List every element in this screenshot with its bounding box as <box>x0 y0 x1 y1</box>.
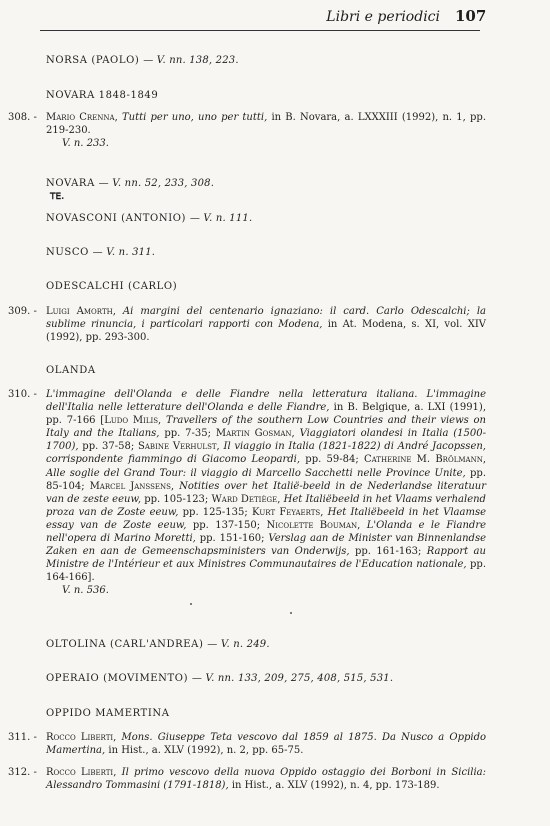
entry-title: Il viaggio in Italia (1821-1822) di André Jacopssen, corrispondente fiammingo di Giacomo Leopardi, <box>46 441 486 466</box>
entry-citation: pp. 151-160; <box>199 533 265 545</box>
entry-author: Sabine Verhulst, <box>138 441 220 453</box>
entry-number: 312. - <box>8 767 37 778</box>
entry-text <box>46 731 486 757</box>
heading-norsa <box>46 55 239 66</box>
entry-author: Rocco Liberti, <box>46 767 117 778</box>
speck <box>290 612 292 614</box>
entry-citation: in Hist., a. XLV (1992), n. 4, pp. 173-189. <box>231 780 440 792</box>
entry-311 <box>8 731 486 757</box>
heading-name: OPERAIO (MOVIMENTO) <box>46 673 189 684</box>
entry-citation: in B. Belgique, a. LXI (1991), pp. 7-166 [ <box>46 402 486 427</box>
entry-citation: pp. 125-135; <box>182 506 248 518</box>
heading-name: NUSCO <box>46 247 89 258</box>
heading-name: ODESCALCHI (CARLO) <box>46 281 178 292</box>
entry-310 <box>8 388 487 598</box>
entry-author: Martin Gosman, <box>215 428 295 440</box>
heading-ref: — V. nn. 133, 209, 275, 408, 515, 531. <box>191 673 394 684</box>
entry-citation: pp. 85-104; <box>46 467 487 492</box>
entry-author: Luigi Amorth, <box>46 306 116 317</box>
heading-oppido <box>46 708 170 719</box>
entry-312 <box>8 766 486 792</box>
entry-citation: in B. Novara, a. LXXXIII (1992), n. 1, pp. 219-230. <box>46 112 486 137</box>
heading-name: OLANDA <box>46 365 96 376</box>
entry-author: Mario Crenna, <box>46 112 118 123</box>
speck <box>190 603 192 605</box>
entry-author: Ward Detiège, <box>211 493 281 505</box>
entry-308 <box>8 111 486 150</box>
entry-author: Marcel Janssens, <box>89 480 175 492</box>
entry-citation: in Hist., a. XLV (1992), n. 2, pp. 65-75. <box>108 745 304 757</box>
entry-title: Notities over het Italië-beeld in de Nederlandse literatuur van de zeste eeuw, <box>46 480 487 505</box>
heading-name: OPPIDO MAMERTINA <box>46 708 170 719</box>
heading-novasconi <box>46 213 252 224</box>
heading-name: NOVARA 1848-1849 <box>46 90 159 101</box>
entry-title: Il primo vescovo della nuova Oppido ostaggio dei Borboni in Sicilia: Alessandro Tommasini (1791-1818), <box>46 767 486 792</box>
entry-author: Kurt Feyaerts, <box>251 506 324 518</box>
entry-citation: pp. 164-166]. <box>46 559 486 584</box>
entry-title: Het Italiëbeeld in het Vlaamse essay van de Zoste eeuw, <box>46 506 486 531</box>
entry-309 <box>8 305 487 344</box>
entry-author: Rocco Liberti, <box>46 732 117 743</box>
heading-ref: — V. n. 111. <box>189 213 253 224</box>
heading-ref: — V. n. 311. <box>92 247 156 258</box>
heading-name: NORSA (PAOLO) <box>46 55 140 66</box>
heading-name: NOVARA <box>46 178 95 189</box>
entry-number: 309. - <box>8 306 37 317</box>
entry-citation: in At. Modena, s. XI, vol. XIV (1992), pp. 293-300. <box>46 319 486 344</box>
entry-title: Ai margini del centenario ignaziano: il card. Carlo Odescalchi; la sublime rinuncia, i particolari rapporti con Modena, <box>46 306 487 331</box>
entry-title: Verslag aan de Minister van Binnenlandse Zaken en aan de Gemeenschapsministers van Onderwijs, <box>46 533 487 558</box>
running-title: Libri e periodici <box>326 9 440 25</box>
entry-number: 311. - <box>8 732 37 743</box>
entry-title: Travellers of the southern Low Countries and their views on Italy and the Italians, <box>46 415 486 440</box>
heading-name: OLTOLINA (CARL'ANDREA) <box>46 639 204 650</box>
entry-text <box>46 766 486 792</box>
entry-citation: pp. 161-163; <box>355 546 422 558</box>
heading-odescalchi <box>46 281 177 292</box>
entry-title: Viaggiatori olandesi in Italia (1500-1700), <box>46 428 487 453</box>
ink-mark: ꓔꓰ. <box>50 192 65 202</box>
entry-citation: pp. 59-84; <box>305 454 359 466</box>
heading-oltolina <box>46 639 270 650</box>
entry-number: 310. - <box>8 389 37 400</box>
entry-text <box>46 388 486 584</box>
entry-citation: pp. 105-123; <box>144 493 209 505</box>
entry-number: 308. - <box>8 112 37 123</box>
heading-ref: — V. n. 249. <box>207 639 270 650</box>
entry-text <box>46 305 486 344</box>
entry-cross-ref: V. n. 233. <box>62 138 109 150</box>
heading-nusco <box>46 247 155 258</box>
entry-title: Mons. Giuseppe Teta vescovo dal 1859 al 1875. Da Nusco a Oppido Mamertina, <box>46 732 486 757</box>
heading-ref: — V. nn. 138, 223. <box>143 55 239 66</box>
entry-title: L'immagine dell'Olanda e delle Fiandre nella letteratura italiana. L'immagine dell'Italia nelle letterature dell'Olanda e delle Fiandre, <box>46 389 486 414</box>
heading-name: NOVASCONI (ANTONIO) <box>46 213 187 224</box>
heading-olanda <box>46 365 96 376</box>
entry-title: Het Italiëbeeld in het Vlaams verhalend proza van de Zoste eeuw, <box>46 493 486 518</box>
entry-cross-ref: V. n. 536. <box>62 585 109 597</box>
heading-novara <box>46 178 214 189</box>
entry-citation: pp. 7-35; <box>164 428 211 440</box>
entry-author: Catherine M. Brölmann, <box>363 454 486 466</box>
entry-title: Alle soglie del Grand Tour: il viaggio di Marcello Sacchetti nelle Province Unite, <box>46 467 466 479</box>
heading-novara-years <box>46 90 158 101</box>
entry-title: Rapport au Ministre de l'Intérieur et aux Ministres Communautaires de l'Education nationale, <box>46 546 486 571</box>
entry-citation: pp. 137-150; <box>192 519 261 531</box>
entry-title: Tutti per uno, uno per tutti, <box>121 112 268 123</box>
entry-text <box>46 111 486 137</box>
entry-author: Nicolette Bouman, <box>266 519 361 531</box>
heading-ref: — V. nn. 52, 233, 308. <box>98 178 215 189</box>
entry-citation: pp. 37-58; <box>82 441 135 453</box>
entry-author: Ludo Milis, <box>104 415 162 427</box>
entry-title: L'Olanda e le Fiandre nell'opera di Marino Moretti, <box>46 519 487 545</box>
running-head <box>40 8 480 31</box>
heading-operaio <box>46 673 393 684</box>
page-number: 107 <box>455 7 487 25</box>
